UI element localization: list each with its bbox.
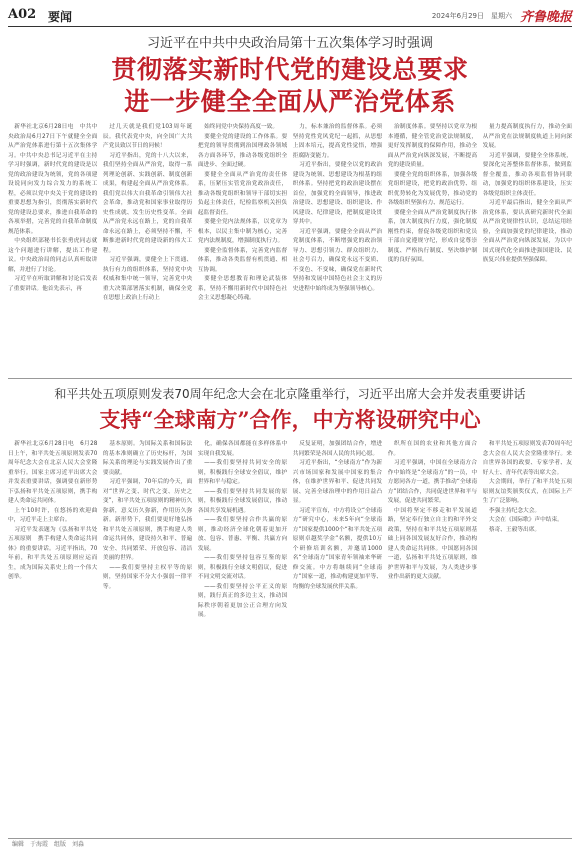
paragraph: 始终同党中央保持高度一致。 <box>204 124 279 130</box>
article1-column-4 <box>293 123 382 373</box>
paragraph: 习近平强调，要健全上下贯通、执行有力的组织体系，坚持党中央权威和集中统一领导，完善党中央重大决策部署落实机制，确保全党在思想上政治上行动上 <box>102 257 193 301</box>
page-footer: 编辑 于海霞 组版 刘淼 <box>8 838 572 851</box>
paragraph: 李强主持纪念大会。 <box>488 507 541 514</box>
section-name: 要闻 <box>48 10 73 24</box>
paragraph: ——我们要坚持共同发展的原则，积极践行全球发展倡议，推动各国共享发展机遇。 <box>197 488 288 514</box>
page-number: A02 <box>8 7 37 22</box>
paragraph: 习近平在听取讲解和讨论后发表了重要讲话。他首先表示，再 <box>8 276 98 292</box>
paragraph: 蔡奇、王毅等出席。 <box>488 526 541 533</box>
article2-subtitle: 和平共处五项原则发表70周年纪念大会在北京隆重举行，习近平出席大会并发表重要讲话 <box>54 387 526 401</box>
article2-column-3 <box>198 440 287 835</box>
paragraph: 习近平强调，中国在全球南方合作中始终是“全球南方”的一员，中方愿同各方一道，携手推动“全球南方”团结合作，共同促进世界和平与发展，促进共同繁荣。 <box>387 460 478 504</box>
article1-subtitle: 习近平在中共中央政治局第十五次集体学习时强调 <box>146 36 433 51</box>
newspaper-logo: 齐鲁晚报 <box>519 10 572 25</box>
paragraph: 要健全思想教育和理论武装体系，坚持不懈用新时代中国特色社会主义思想凝心铸魂。 <box>197 276 288 301</box>
paragraph: 习近平强调，70年后的今天，面对“世界之变、时代之变、历史之变”，和平共处五项原则的精神历久弥新，意义历久弥新，作用历久弥新。新形势下，我们要更好地弘扬和平共处五项原则，携手构建人类命运共同体，建设持久和平、普遍安全、共同繁荣、开放包容、清洁美丽的世界。 <box>102 479 193 561</box>
article2-headline: 支持“全球南方”合作，中方将设研究中心 <box>99 407 481 432</box>
paragraph: 新华社北京6月28日电 6月28日上午，和平共处五项原则发表70周年纪念大会在北京人民大会堂隆重举行。国家主席习近平出席大会并发表重要讲话，强调要在新形势下弘扬和平共处五项原则，携手构建人类命运共同体。 <box>8 441 98 504</box>
issue-date: 2024年6月29日 星期六 <box>431 12 512 20</box>
paragraph: 习近平指出，党的十八大以来，我们坚持全面从严治党，取得一系列理论创新、实践创新、制度创新成果，构建起全面从严治党体系。我们党以伟大自我革命引领伟大社会革命，推动党和国家事业取得历史性成就、发生历史性变革。全面从严治党永远在路上，党的自我革命永远在路上，必须坚持不懈，不断推进新时代党的建设新的伟大工程。 <box>102 152 193 254</box>
article1-body <box>8 123 572 373</box>
article1-column-5 <box>388 123 477 373</box>
paragraph: 基本原则。为国际关系和国际法的基本准则确立了历史标杆，为国际关系的理论与实践发展作出了重要贡献。 <box>102 441 193 476</box>
article2-column-2 <box>103 440 192 835</box>
article-divider <box>8 378 572 379</box>
paragraph: 习近平指出，“全球南方”作为新兴市场国家和发展中国家的集合体，在维护世界和平、促进共同发展、完善全球治理中的作用日益凸显。 <box>292 460 383 504</box>
article1-headline-line1: 贯彻落实新时代党的建设总要求 <box>111 55 469 84</box>
article2-column-6 <box>483 440 572 835</box>
paragraph: 习近平强调，要健全全面从严治党制度体系，不断增强党的政治领导力、思想引领力、群众组织力、社会号召力，确保党永远不变质、不变色、不变味，确保党在新时代坚持和发展中国特色社会主义的历史进程中始终成为坚强领导核心。 <box>292 228 383 292</box>
article2-column-5 <box>388 440 477 835</box>
article1-headline-line2: 进一步健全全面从严治党体系 <box>124 87 456 116</box>
paragraph: 要健全监督体系，完善党内监督体系，推动各类监督有机贯通、相互协调。 <box>197 247 288 273</box>
article1-column-3 <box>198 123 287 373</box>
paragraph: 织所在国的农业和其他方面合作。 <box>387 441 478 457</box>
paragraph: 要健全全面从严治党制度执行体系，加大制度执行力度，强化制度刚性约束，督促各级党组织和党员干部自觉遵规守纪，形成自觉尊崇制度、严格执行制度、坚决维护制度的良好氛围。 <box>387 209 478 263</box>
paragraph: 大会期间，举行了和平共处五项原则友谊奖颁奖仪式，在国际上产生了广泛影响。 <box>482 479 572 504</box>
paragraph: 量力提高制度执行力，推动全面从严治党在法规制度轨道上同向深发展。 <box>482 124 572 149</box>
paragraph: ——我们要坚持包容互鉴的原则，积极践行全球文明倡议，促进不同文明交流对话。 <box>197 555 288 580</box>
masthead <box>8 6 572 27</box>
paragraph: 和平共处五项原则发表70周年纪念大会在人民大会堂隆重举行。来自世界各国的政要、专家学者、友好人士、青年代表等出席大会。 <box>482 441 572 476</box>
paragraph: ——我们要坚持合作共赢的原则，推动经济全球化朝着更加开放、包容、普惠、平衡、共赢方向发展。 <box>197 517 288 552</box>
paragraph: 要健全党的建设的工作体系。要把党的领导贯彻到治国理政各领域各方面各环节，推动各级党组织全面进步、全面过硬。 <box>197 133 288 168</box>
paragraph: ——我们要坚持主权平等的原则，坚持国家不分大小强弱一律平等。 <box>102 564 193 590</box>
article2-body <box>8 440 572 835</box>
paragraph: ——我们要坚持公平正义的原则，践行真正的多边主义，推动国际秩序朝着更加公正合理方向发展。 <box>197 583 288 618</box>
paragraph: 治制度体系。要坚持以党章为根本遵循，健全管党治党法规制度，更好发挥制度的保障作用，推动全面从严治党向纵深发展，不断提高党的建设质量。 <box>387 124 478 168</box>
article1-column-6 <box>483 123 572 373</box>
paragraph: 习近平最后指出，健全全面从严治党体系，要认真研究新时代全面从严治党规律性认识，总结运用经验，全面加强党的纪律建设，推动全面从严治党向纵深发展，为以中国式现代化全面推进强国建设、民族复兴伟业提供坚强保障。 <box>482 200 572 263</box>
paragraph: 反复证明，加强团结合作，增进共同繁荣是各国人民的共同心愿。 <box>292 441 383 457</box>
paragraph: 习近平强调，要健全全体系统，要深化完善整体监督体系，做到监督全覆盖，推动各项监督协同联动，加强党的组织体系建设，压实各级党组织主体责任。 <box>482 152 572 197</box>
article1-column-2 <box>103 123 192 373</box>
paragraph: 化，确保各国都能在多样体系中实现自我发展。 <box>197 441 288 457</box>
paragraph: 要健全党内法规体系，以党章为根本，以民主集中制为核心，完善党内法规制度，增强制度执行力。 <box>197 219 288 244</box>
paragraph: 新华社北京6月28日电 中共中央政治局6月27日下午就健全全面从严治党体系进行第十五次集体学习。中共中央总书记习近平在主持学习时强调，新时代党的建设是以党的政治建设为统领，党的各项建设说同向发力综合发力的系统工程，必须以党中央关于党的建设的重要思想为指引，贯彻落实新时代党的建设总要求，推进自我革命的各项举措，完善党的自我革命制度规范体系。 <box>8 124 98 235</box>
paragraph: 习近平指出，要健全以党的政治建设为统领、思想建设为根基的组织体系。坚持把党的政治建设摆在首位，加强党的全面领导，推进政治建设、思想建设、组织建设、作风建设、纪律建设，把制度建设贯穿其中。 <box>292 162 383 225</box>
paragraph: 大会在《国际歌》声中结束。 <box>488 517 563 523</box>
paragraph: 力，标本兼治的监督体系。必须坚持党性党风党纪一起抓，从思想上固本培元，提高党性觉悟，增强拒腐防变能力。 <box>292 124 383 159</box>
paragraph: 上午10时许，在悠扬的欢迎曲中，习近平走上主席台。 <box>8 507 98 523</box>
paragraph: 中央组织部秘书长张勇虎同志就这个问题进行讲解，提出工作建议。中央政治局的同志认真听取讲解，并进行了讨论。 <box>8 238 98 273</box>
paragraph: 要健全全面从严治党的责任体系，压紧压实管党治党政治责任，推动各级党组织和领导干部切实担负起主体责任，纪检监察机关担负起监督责任。 <box>197 171 288 216</box>
paragraph: ——我们要坚持共同安全的原则，积极践行全球安全倡议，维护世界和平与稳定。 <box>197 460 288 485</box>
paragraph: 习近平发表题为《弘扬和平共处五项原则 携手构建人类命运共同体》的重要讲话。习近平指出，70年前，和平共处五项原则应运而生，成为国际关系史上的一个伟大创举。 <box>8 526 98 580</box>
paragraph: 过几天就是我们党103周年诞辰。我代表党中央，向全国广大共产党员致以节日的问候！ <box>102 124 193 149</box>
article2-column-4 <box>293 440 382 835</box>
paragraph: 习近平宣布，中方将设立“全球南方”研究中心，未来5年向“全球南方”国家提供1000个“和平共处五项原则卓越奖学金”名额，提供10万个研修培训名额，并邀请1000名“全球南方”国家青年领袖来华研修交流。中方将继续同“全球南方”国家一道，推动构建更加平等、均衡的全球发展伙伴关系。 <box>292 507 383 590</box>
article2-column-1 <box>8 440 97 835</box>
paragraph: 中国将坚定不移走和平发展道路，坚定奉行独立自主的和平外交政策，坚持在和平共处五项原则基础上同各国发展友好合作，推动构建人类命运共同体。中国愿同各国一道，弘扬和平共处五项原则，维护世界和平与发展，为人类进步事业作出新的更大贡献。 <box>387 507 478 580</box>
article1-column-1 <box>8 123 97 373</box>
paragraph: 要健全党的组织体系，加强各级党组织建设，把党的政治优势、组织优势转化为发展优势，推动党的各级组织坚强有力、规范运行。 <box>387 171 478 206</box>
